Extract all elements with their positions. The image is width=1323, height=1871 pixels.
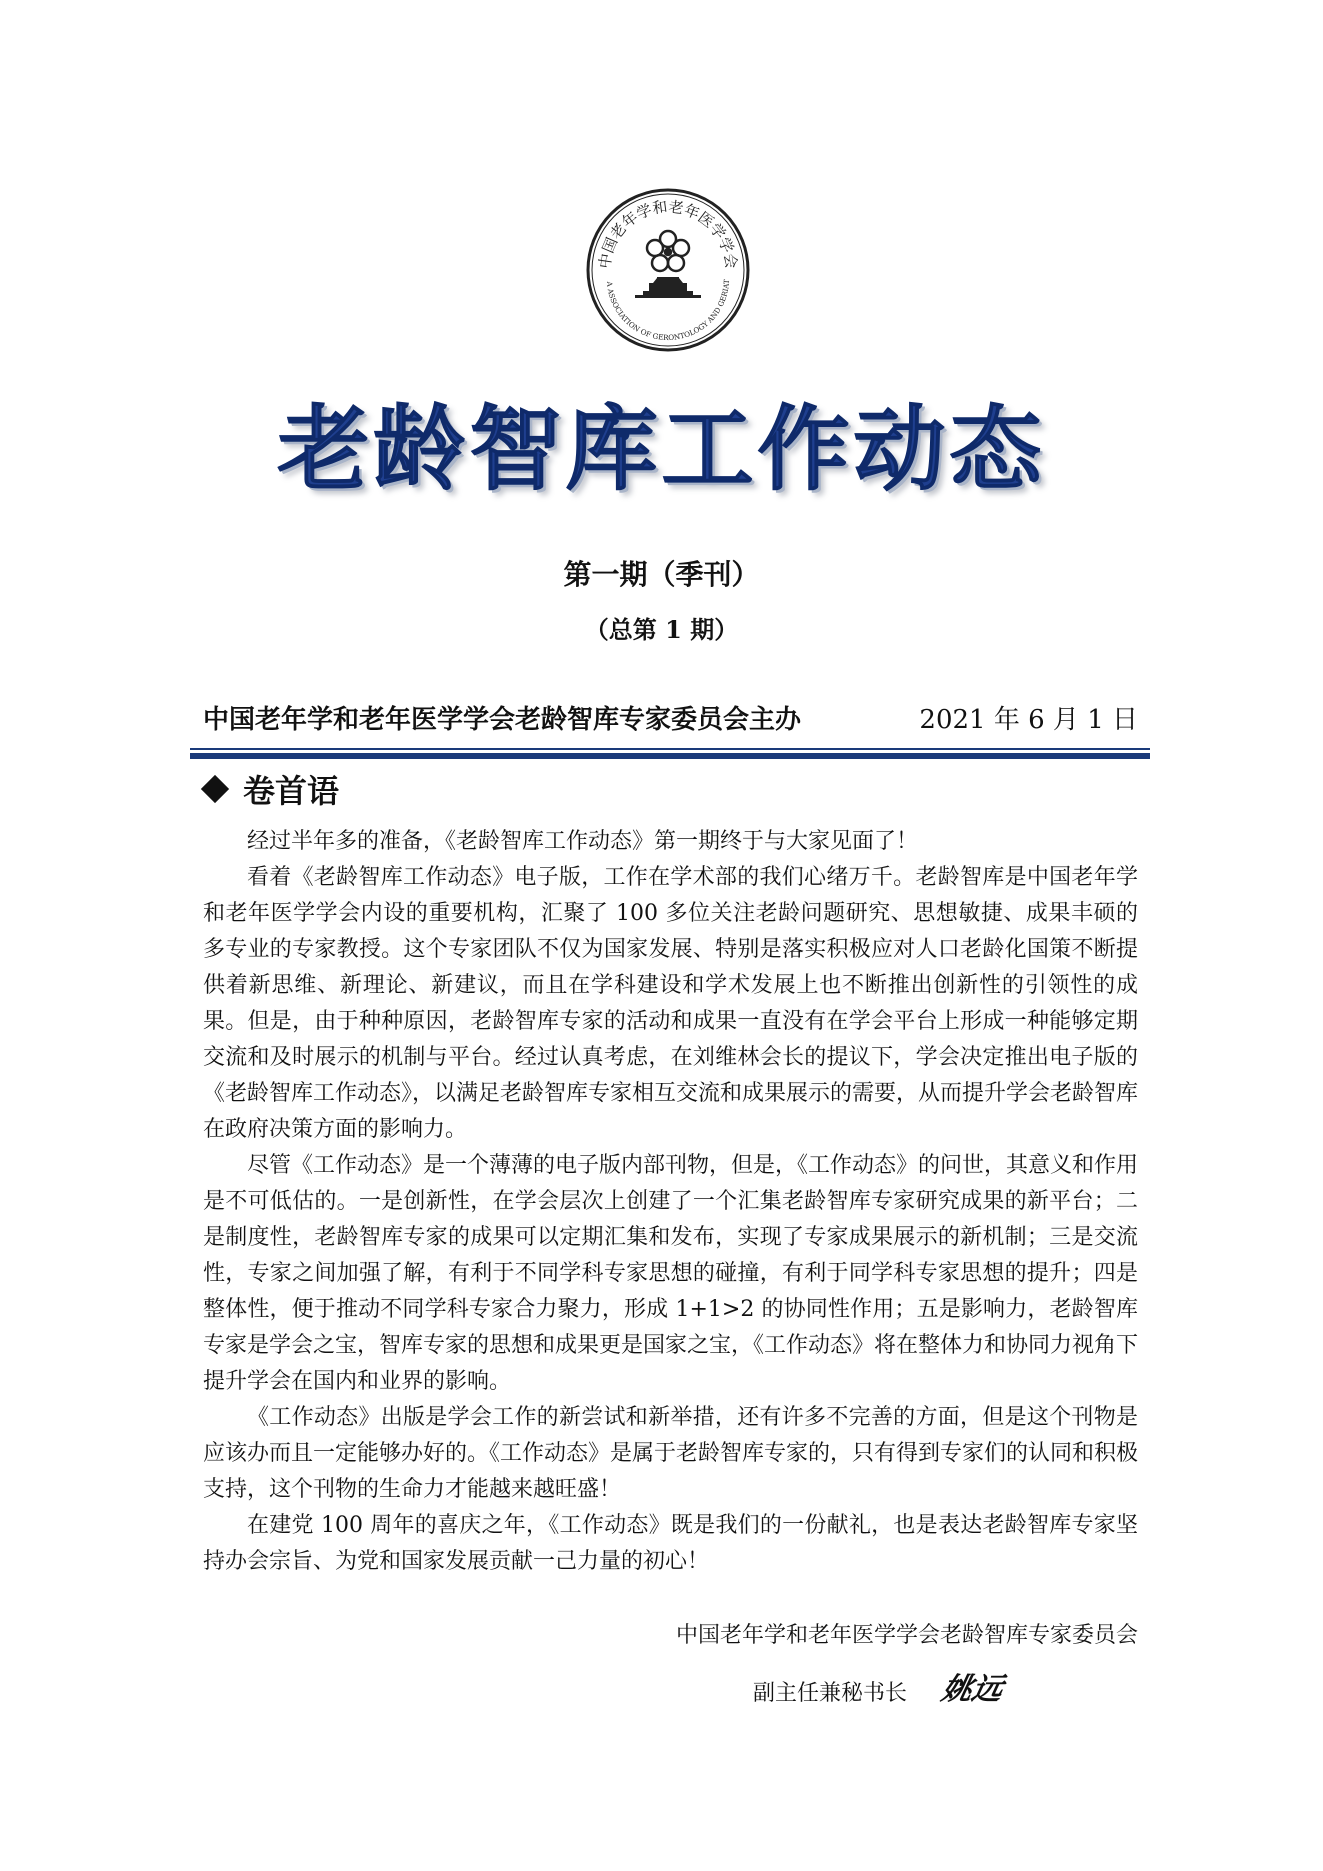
preface-body [203,824,1138,1580]
diamond-bullet-icon [201,775,229,803]
seal-emblem-icon [585,187,751,353]
issue-total-number: （总第 1 期） [584,615,739,644]
preface-paragraph: 经过半年多的准备，《老龄智库工作动态》第一期终于与大家见面了！ [247,829,919,854]
preface-paragraph: 尽管《工作动态》是一个薄薄的电子版内部刊物，但是，《工作动态》的问世，其意义和作用是不可低估的。一是创新性，在学会层次上创建了一个汇集老龄智库专家研究成果的新平台；二是制度性，老龄智库专家的成果可以定期汇集和发布，实现了专家成果展示的新机制；三是交流性，专家之间加强了解，有利于不同学科专家思想的碰撞，有利于同学科专家思想的提升；四是整体性，便于推动不同学科专家合力聚力，形成 1+1>2 的协同性作用；五是影响力，老龄智库专家是学会之宝，智库专家的思想和成果更是国家之宝，《工作动态》将在整体力和协同力视角下提升学会在国内和业界的影响。 [203,1153,1139,1394]
issue-number: 第一期（季刊） [563,558,760,591]
preface-paragraph: 在建党 100 周年的喜庆之年，《工作动态》既是我们的一份献礼，也是表达老龄智库专家坚持办会宗旨、为党和国家发展贡献一己力量的初心！ [203,1513,1138,1574]
seal-text-cn: 中国老年学和老年医学学会 [595,197,741,270]
issue-date: 2021 年 6 月 1 日 [919,705,1138,735]
masthead-title: 老龄智库工作动态 [277,396,1046,503]
handwritten-signature: 姚远 [938,1672,1006,1707]
seal-text-en: A ASSOCIATION OF GERONTOLOGY AND GERIAT [605,279,732,343]
divider-thin [190,748,1150,750]
section-heading-text: 卷首语 [243,772,340,810]
preface-paragraph: 看着《老龄智库工作动态》电子版，工作在学术部的我们心绪万千。老龄智库是中国老年学和老年医学学会内设的重要机构，汇聚了 100 多位关注老龄问题研究、思想敏捷、成果丰硕的多专业的专家教授。这个专家团队不仅为国家发展、特别是落实积极应对人口老龄化国策不断提供着新思维、新理论、新建议，而且在学科建设和学术发展上也不断推出创新性的引领性的成果。但是，由于种种原因，老龄智库专家的活动和成果一直没有在学会平台上形成一种能够定期交流和及时展示的机制与平台。经过认真考虑，在刘维林会长的提议下，学会决定推出电子版的《老龄智库工作动态》，以满足老龄智库专家相互交流和成果展示的需要，从而提升学会老龄智库在政府决策方面的影响力。 [203,865,1139,1142]
section-heading [205,770,339,812]
host-organization: 中国老年学和老年医学学会老龄智库专家委员会主办 [203,705,802,735]
association-logo [585,187,751,353]
host-line [203,702,1138,738]
preface-paragraph: 《工作动态》出版是学会工作的新尝试和新举措，还有许多不完善的方面，但是这个刊物是应该办而且一定能够办好的。《工作动态》是属于老龄智库专家的，只有得到专家们的认同和积极支持，这个刊物的生命力才能越来越旺盛！ [203,1405,1139,1502]
signoff-title: 副主任兼秘书长 [753,1681,908,1706]
divider-thick [190,753,1150,759]
signoff-organization: 中国老年学和老年医学学会老龄智库专家委员会 [675,1623,1138,1648]
